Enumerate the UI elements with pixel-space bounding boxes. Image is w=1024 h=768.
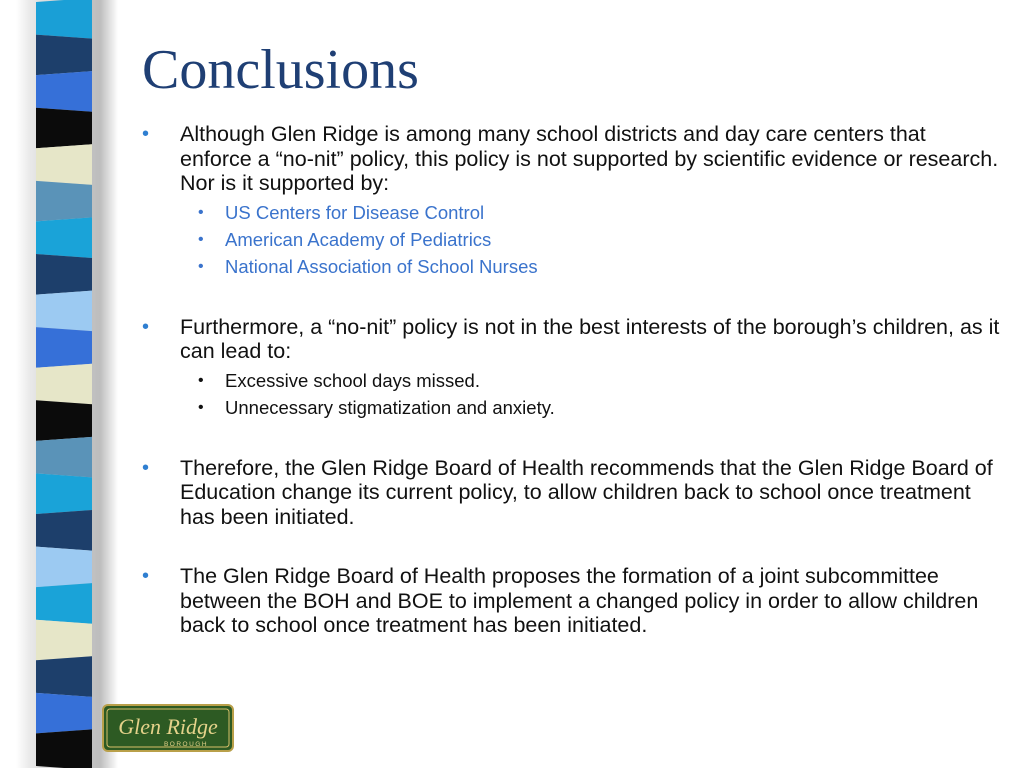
sub-bullet-dot: •: [198, 371, 204, 389]
stripe-segment: [36, 108, 92, 149]
bullet-text: Therefore, the Glen Ridge Board of Health recommends that the Glen Ridge Board of Education change its current policy, to allow children back to school once treatment has been initiated.: [180, 455, 993, 529]
bullet-text: The Glen Ridge Board of Health proposes the formation of a joint subcommittee between the BOH and BOE to implement a changed policy in order to allow children back to school once treatment has been initiated.: [180, 564, 979, 637]
sub-bullet-stigmatization: [180, 394, 1002, 421]
stripe-segment: [36, 693, 92, 734]
sub-bullet-text: American Academy of Pediatrics: [225, 228, 492, 250]
glen-ridge-logo: [102, 704, 234, 752]
stripe-segment: [36, 437, 92, 478]
stripe-segment: [36, 181, 92, 222]
sub-bullet-dot: •: [198, 398, 204, 416]
sub-bullet-missed-days: [180, 367, 1002, 394]
stripe-segment: [36, 35, 92, 76]
spacer: [142, 421, 1002, 456]
slide-body: [142, 122, 1002, 638]
sub-bullet-nasn: [180, 253, 1002, 280]
bullet-text: Furthermore, a “no-nit” policy is not in the best interests of the borough’s children, as it can lead to:: [180, 314, 1000, 363]
sub-bullet-dot: •: [198, 230, 204, 248]
sub-bullet-aap: [180, 226, 1002, 253]
spacer: [142, 529, 1002, 564]
bullet-no-nit-unsupported: [142, 122, 1002, 280]
sub-bullet-dot: •: [198, 257, 204, 275]
sub-bullet-text: Unnecessary stigmatization and anxiety.: [225, 396, 555, 418]
stripe-segment: [36, 254, 92, 295]
stripe-segment: [36, 400, 92, 441]
stripe-segment: [36, 510, 92, 551]
decorative-stripe-band: [0, 0, 118, 768]
bullet-recommendation: [142, 456, 1002, 530]
stripe-segment: [36, 291, 92, 332]
sub-bullet-text: Excessive school days missed.: [225, 369, 480, 391]
spacer: [142, 280, 1002, 315]
sub-bullet-cdc: [180, 199, 1002, 226]
sub-bullet-list: [180, 367, 1002, 421]
sub-bullet-text: National Association of School Nurses: [225, 255, 538, 277]
bullet-best-interests: [142, 315, 1002, 421]
logo-text: Glen Ridge: [118, 714, 218, 739]
bullet-dot: •: [142, 456, 150, 479]
stripe-segment: [36, 364, 92, 405]
stripe-segment: [36, 217, 92, 258]
slide-title: Conclusions: [142, 39, 419, 101]
bullet-dot: •: [142, 123, 150, 145]
sub-bullet-dot: •: [198, 203, 204, 221]
bullet-subcommittee: [142, 564, 1002, 638]
sub-bullet-list: [180, 199, 1002, 280]
stripe-segment: [36, 729, 92, 768]
stripe-segment: [36, 656, 92, 697]
stripe-segment: [36, 547, 92, 588]
bullet-dot: •: [142, 315, 150, 338]
stripe-segment: [36, 0, 92, 39]
sub-bullet-text: US Centers for Disease Control: [225, 201, 485, 223]
bullet-text: Although Glen Ridge is among many school districts and day care centers that enforce a “no-nit” policy, this policy is not supported by scientific evidence or research. Nor is it supported by:: [180, 122, 999, 195]
stripe-segment: [36, 583, 92, 624]
logo-subtext: BOROUGH: [163, 741, 209, 748]
stripe-segment: [36, 71, 92, 112]
stripe-segment: [36, 620, 92, 661]
stripe-segment: [36, 327, 92, 368]
stripe-segment: [36, 144, 92, 185]
bullet-dot: •: [142, 565, 150, 587]
stripe-segment: [36, 473, 92, 514]
